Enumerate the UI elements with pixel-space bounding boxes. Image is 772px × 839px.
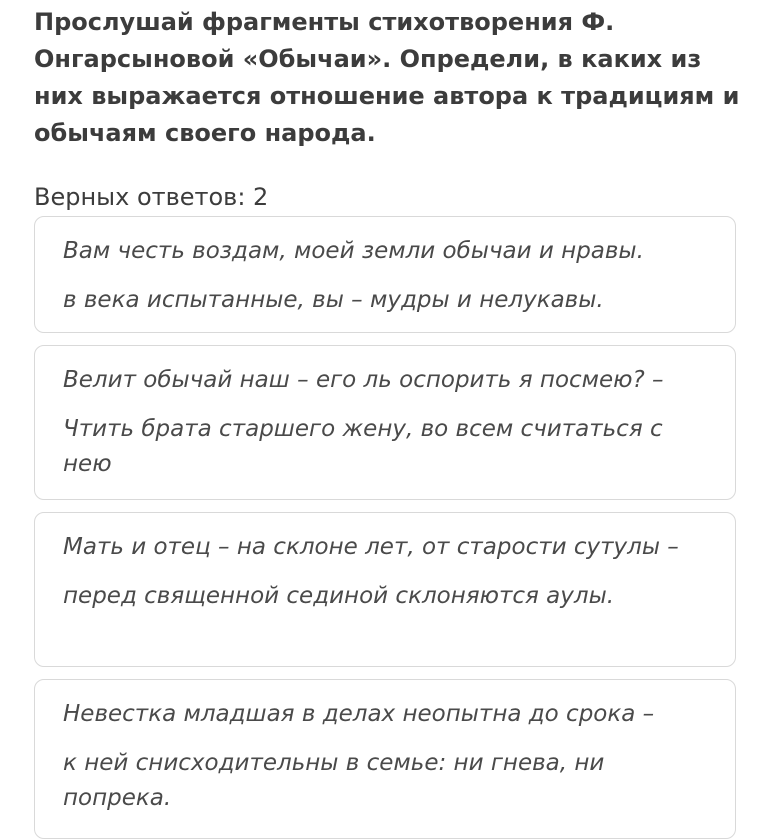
answer-option-4[interactable] — [34, 679, 736, 839]
option-line-2: к ней снисходительны в семье: ни гнева, ни попрека. — [63, 750, 605, 811]
option-line-1: Велит обычай наш – его ль оспорить я посмею? – — [63, 367, 664, 393]
option-line-2: перед священной сединой склоняются аулы. — [63, 583, 615, 609]
answer-option-3[interactable] — [34, 512, 736, 667]
answer-option-2[interactable] — [34, 345, 736, 500]
option-line-2: в века испытанные, вы – мудры и нелукавы. — [63, 287, 604, 313]
option-line-2: Чтить брата старшего жену, во всем считаться с нею — [63, 416, 663, 477]
option-line-1: Вам честь воздам, моей земли обычаи и нравы. — [63, 238, 644, 264]
option-line-1: Невестка младшая в делах неопытна до срока – — [63, 701, 655, 727]
question-text: Прослушай фрагменты стихотворения Ф. Онгарсыновой «Обычаи». Определи, в каких из них выражается отношение автора к традициям и обычаям своего народа. — [34, 8, 740, 147]
answer-option-1[interactable] — [34, 216, 736, 333]
correct-answers-count: Верных ответов: 2 — [34, 183, 269, 211]
option-line-1: Мать и отец – на склоне лет, от старости сутулы – — [63, 534, 679, 560]
